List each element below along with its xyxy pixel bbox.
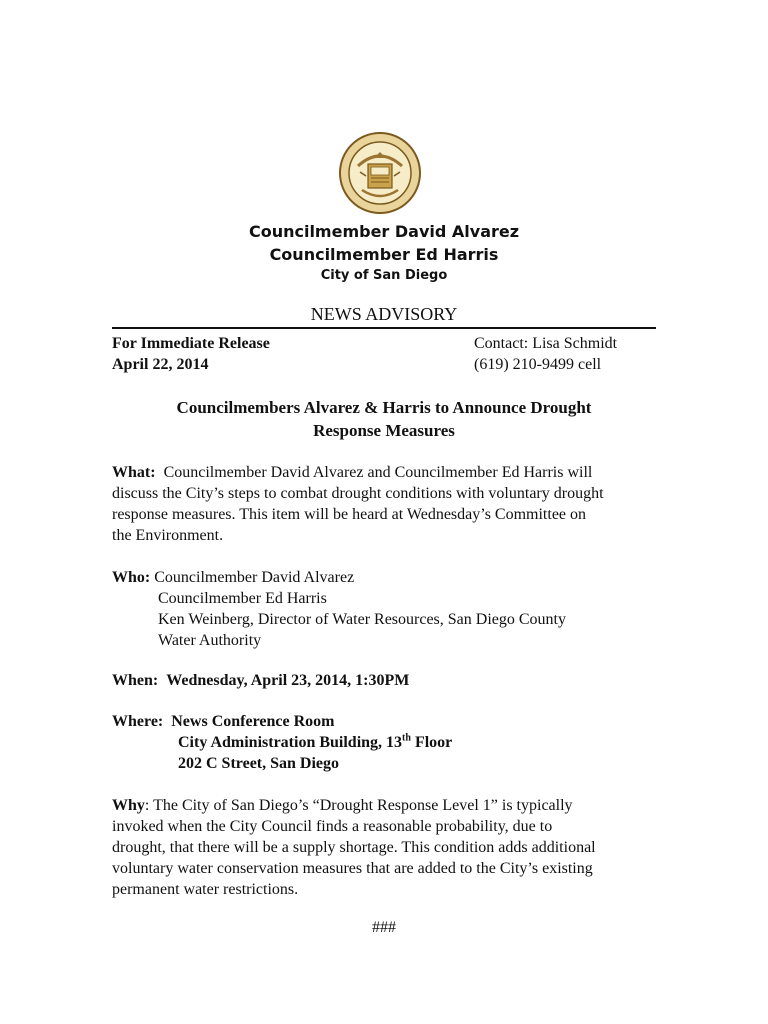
where-line: News Conference Room (171, 713, 335, 730)
what-label: What: (112, 464, 156, 481)
header-city: City of San Diego (320, 268, 448, 283)
why-line: voluntary water conservation measures that are added to the City’s existing (112, 860, 593, 877)
title-line-1: Councilmembers Alvarez & Harris to Announce Drought (176, 398, 592, 417)
where-line: City Administration Building, 13th Floor (178, 732, 453, 751)
what-line: the Environment. (112, 527, 224, 544)
who-label: Who: (112, 569, 151, 586)
where-label: Where: (112, 713, 164, 730)
title-line-2: Response Measures (313, 421, 455, 440)
end-mark: ### (372, 919, 396, 936)
contact-name: Contact: Lisa Schmidt (474, 335, 618, 352)
why-label: Why (112, 797, 145, 814)
city-seal-icon (338, 128, 422, 218)
contact-info (474, 333, 617, 375)
why-section (112, 795, 657, 900)
who-line: Councilmember David Alvarez (154, 569, 355, 586)
what-line: Councilmember David Alvarez and Councilmember Ed Harris will (163, 464, 593, 481)
release-label: For Immediate Release (112, 335, 270, 352)
when-label: When: (112, 672, 159, 689)
header-councilmember-harris: Councilmember Ed Harris (269, 245, 499, 264)
contact-phone: (619) 210-9499 cell (474, 356, 602, 373)
when-value: Wednesday, April 23, 2014, 1:30PM (166, 672, 410, 689)
what-line: discuss the City’s steps to combat drought conditions with voluntary drought (112, 485, 604, 502)
why-line: invoked when the City Council finds a reasonable probability, due to (112, 818, 553, 835)
what-line: response measures. This item will be heard at Wednesday’s Committee on (112, 506, 587, 523)
what-section (112, 462, 657, 546)
who-line: Councilmember Ed Harris (158, 590, 327, 607)
where-line: 202 C Street, San Diego (178, 755, 340, 772)
who-line: Ken Weinberg, Director of Water Resources, San Diego County (158, 611, 566, 628)
when-section (112, 670, 657, 691)
release-date: April 22, 2014 (112, 356, 209, 373)
why-line: : The City of San Diego’s “Drought Response Level 1” is typically (144, 797, 573, 814)
advisory-title (112, 396, 656, 442)
header-councilmember-alvarez: Councilmember David Alvarez (248, 222, 520, 241)
release-info (112, 333, 270, 375)
where-section (112, 711, 657, 774)
why-line: drought, that there will be a supply shortage. This condition adds additional (112, 839, 596, 856)
news-advisory-heading: NEWS ADVISORY (310, 304, 458, 324)
header-divider (112, 327, 656, 329)
who-section (112, 567, 657, 651)
why-line: permanent water restrictions. (112, 881, 299, 898)
who-line: Water Authority (158, 632, 262, 649)
